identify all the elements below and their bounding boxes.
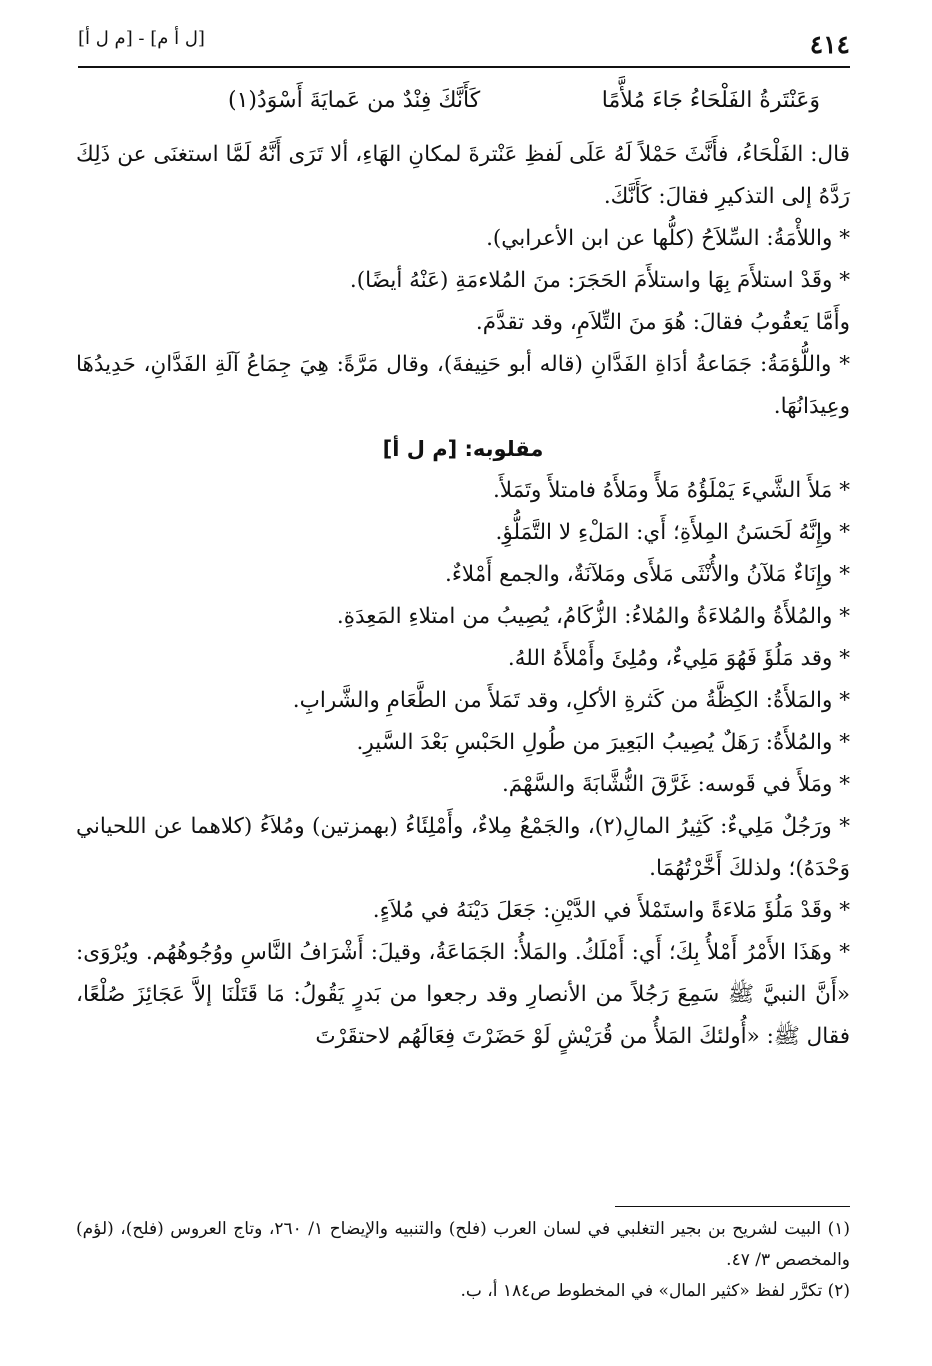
paragraph: * وقَدْ استلأَمَ بِهَا واستلأَمَ الحَجَرَ: منَ المُلاءمَةِ (عَنْهُ أيضًا). (349, 268, 850, 293)
main-text (76, 134, 850, 1058)
paragraph: * واللُّؤمَةُ: جَمَاعةُ أدَاةِ الفَدَّانِ (قاله أبو حَنِيفةَ)، وقال مَرَّةً: هِيَ جِمَاعُ آلَةِ الفَدَّانِ، حَدِيدُهَا وعِيدَانُهَا. (76, 352, 850, 419)
entry: * والمَلأَةُ: الكِظَّةُ من كَثرةِ الأكلِ، وقد تَمَلأَ من الطَّعَامِ والشَّرابِ. (292, 688, 850, 713)
poem-verse (78, 82, 850, 122)
running-head: [ل أ م] - [م ل أ] (78, 28, 205, 49)
entry: * وقد مَلُؤَ فَهُوَ مَلِيءٌ، ومُلِئَ وأَمْلأَهُ اللهُ. (507, 646, 850, 671)
page-number: ٤١٤ (809, 30, 850, 59)
entry: * وإِنَاءٌ مَلآنُ والأُنْثَى مَلأَى ومَلآنَةٌ، والجمع أَمْلاءٌ. (444, 562, 850, 587)
paragraph: * واللأْمَةُ: السِّلاَحُ (كلُّها عن ابن الأعرابي). (486, 226, 850, 251)
verse-hemistich-first: وَعَنْتَرةُ الفَلْحَاءُ جَاءَ مُلأَّمًا (601, 88, 820, 113)
footnotes (76, 1214, 850, 1307)
entry: * وإِنَّهُ لَحَسَنُ المِلأَةِ؛ أَي: المَلْءِ لا التَّمَلُّؤِ. (495, 520, 850, 545)
entry: * وقَدْ مَلُؤَ مَلاءَةً واستَمْلأَ في الدَّيْنِ: جَعَلَ دَيْنَهُ في مُلاَءٍ. (372, 898, 850, 923)
footnote: (١) البيت لشريح بن بجير التغلبي في لسان العرب (فلح) والتنبيه والإيضاح ١/ ٢٦٠، وتاج العروس (فلح)، (لؤم) والمخصص ٣/ ٤٧. (76, 1219, 850, 1270)
entry: * ورَجُلٌ مَلِيءٌ: كَثِيرُ المالِ(٢)، والجَمْعُ مِلاءٌ، وأَمْلِئَاءُ (بهمزتين) ومُلاَءُ (كلاهما عن اللحياني وَحْدَهُ)؛ ولذلكَ أَخَّرْتُهُمَا. (76, 814, 850, 881)
paragraph: وأَمَّا يَعقُوبُ فقالَ: هُوَ منَ التِّلاَمِ، وقد تقدَّمَ. (475, 310, 850, 335)
footnote-rule (615, 1206, 850, 1207)
footnote: (٢) تكرَّر لفظ «كثير المال» في المخطوط ص١٨٤ أ، ب. (460, 1281, 850, 1301)
entry: * والمُلأَةُ: رَهَلٌ يُصِيبُ البَعِيرَ من طُولِ الحَبْسِ بَعْدَ السَّيرِ. (356, 730, 850, 755)
header-rule (78, 66, 850, 68)
entry: * ومَلأَ في قَوسه: غَرَّقَ النُّشَّابَةَ والسَّهْمَ. (501, 772, 850, 797)
entry: * والمُلأَةُ والمُلاءَةُ والمُلاءُ: الزُّكَامُ، يُصِيبُ من امتلاءِ المَعِدَةِ. (336, 604, 850, 629)
section-heading: مقلوبه: [م ل أ] (382, 437, 544, 461)
paragraph: قال: الفَلْحَاءُ، فأَنَّثَ حَمْلاً لَهُ عَلَى لَفظِ عَنْترةَ لمكانِ الهَاءِ، ألا تَرَى أَنَّهُ لَمَّا استغنَى عن ذَلِكَ رَدَّهُ إلى التذكيرِ فقالَ: كَأَنَّكَ. (76, 142, 850, 209)
entry: * وهَذَا الأَمْرُ أَمْلأُ بِكَ؛ أَي: أَمْلَكُ. والمَلأُ: الجَمَاعَةُ، وقيلَ: أَشْرَافُ النَّاسِ ووُجُوهُهُم. ويُرْوَى: «أَنَّ النبيَّ ﷺ سَمِعَ رَجُلاً من الأنصارِ وقد رجعوا من بَدرٍ يَقُولُ: مَا قَتَلْنَا إلاَّ عَجَائِزَ صُلْعًا، فقال ﷺ: «أُولئكَ المَلأُ من قُرَيْشٍ لَوْ حَضَرْتَ فِعَالَهُم لاحتقَرْتَ (76, 940, 850, 1049)
page-header (78, 22, 850, 62)
entry: * مَلأَ الشَّيءَ يَمْلَؤُهُ مَلأً ومَلأَهُ فامتلأَ وتَمَلأَ. (492, 478, 850, 503)
verse-hemistich-second: كَأَنَّكَ فِنْدٌ من عَمايَةَ أَسْوَدُ(١) (228, 88, 481, 113)
